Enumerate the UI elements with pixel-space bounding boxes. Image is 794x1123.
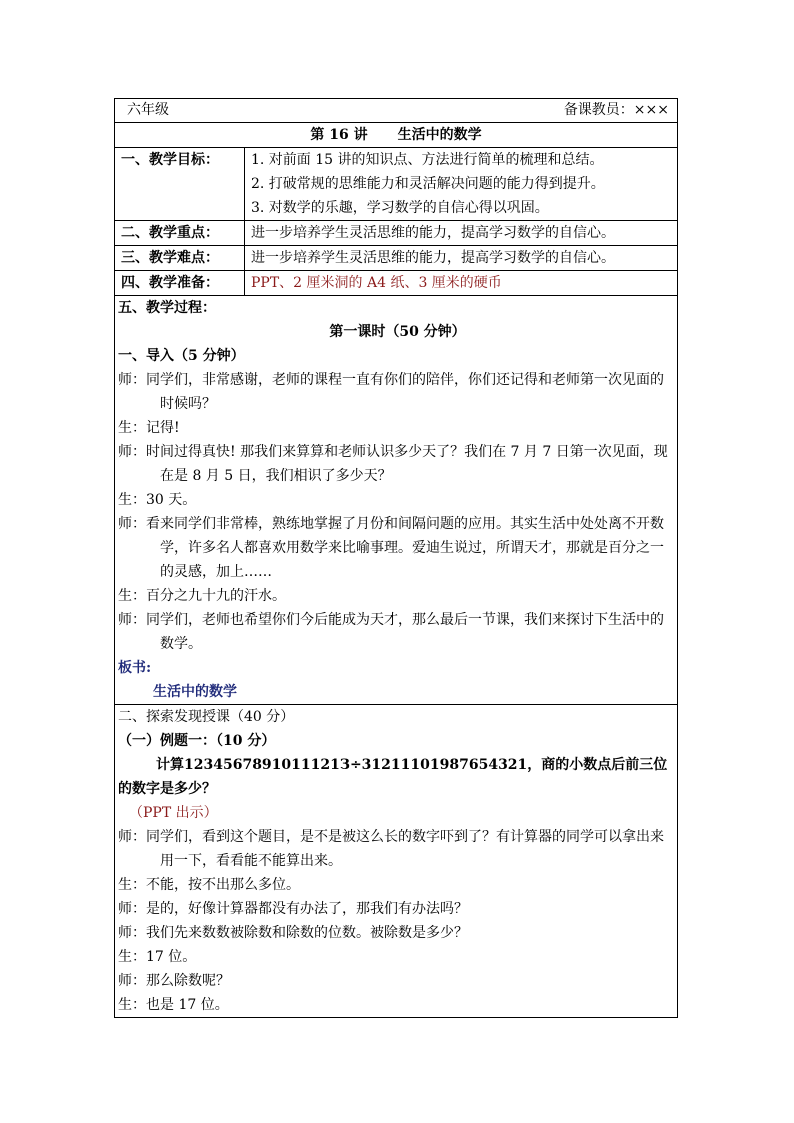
board-text: 生活中的数学 [153, 684, 237, 700]
key-points-row [115, 221, 678, 246]
dialogue-line: 生：记得! [118, 420, 180, 436]
problem-statement: 计算1234567891011121З÷31211101987654321，商的小数点后前三位的数字是多少？ [118, 757, 668, 797]
key-points-label: 二、教学重点： [121, 225, 219, 241]
dialogue-line: 师：我们先来数数被除数和除数的位数。被除数是多少？ [118, 925, 468, 941]
preparation-label: 四、教学准备： [121, 275, 219, 291]
board-label: 板书: [118, 660, 152, 676]
ppt-note: （PPT 出示） [129, 805, 218, 821]
difficulties-text: 进一步培养学生灵活思维的能力，提高学习数学的自信心。 [251, 250, 615, 266]
explore-heading: 二、探索发现授课（40 分） [118, 709, 295, 725]
explore-row [115, 705, 678, 1018]
dialogue-line: 师：看来同学们非常棒，熟练地掌握了月份和间隔问题的应用。其实生活中处处离不开数学，许多名人都喜欢用数学来比喻事理。爱迪生说过，所谓天才，那就是百分之一的灵感，加上…… [118, 516, 664, 580]
dialogue-line: 生：百分之九十九的汗水。 [118, 588, 286, 604]
dialogue-line: 生：不能，按不出那么多位。 [118, 877, 300, 893]
dialogue-line: 师：同学们，老师也希望你们今后能成为天才，那么最后一节课，我们来探讨下生活中的数学。 [118, 612, 664, 652]
dialogue-line: 师：时间过得真快! 那我们来算算和老师认识多少天了？我们在 7 月 7 日第一次见面，现在是 8 月 5 日，我们相识了多少天？ [118, 444, 668, 484]
process-label: 五、教学过程： [118, 300, 216, 316]
lecture-topic: 生活中的数学 [397, 127, 482, 143]
preparation-row [115, 271, 678, 296]
lesson-plan-table [114, 98, 678, 1018]
objectives-label: 一、教学目标： [121, 152, 219, 168]
intro-heading: 一、导入（5 分钟） [118, 348, 245, 364]
objective-item: 1. 对前面 15 讲的知识点、方法进行简单的梳理和总结。 [251, 152, 604, 168]
teacher-label: 备课教员：××× [563, 102, 670, 118]
dialogue-line: 生：也是 17 位。 [118, 997, 229, 1013]
example1-heading: （一）例题一：（10 分） [118, 733, 276, 749]
lesson-title: 第一课时（50 分钟） [329, 324, 466, 340]
lecture-number: 第 16 讲 [310, 127, 368, 143]
preparation-text: PPT、2 厘米洞的 A4 纸、3 厘米的硬币 [251, 275, 502, 291]
dialogue-block [115, 368, 677, 656]
process-row [115, 296, 678, 705]
dialogue-line: 师：是的，好像计算器都没有办法了，那我们有办法吗？ [118, 901, 468, 917]
objective-item: 3. 对数学的乐趣，学习数学的自信心得以巩固。 [251, 200, 549, 216]
grade-label: 六年级 [127, 102, 169, 118]
dialogue-line: 师：同学们，非常感谢，老师的课程一直有你们的陪伴，你们还记得和老师第一次见面的时候吗？ [118, 372, 664, 412]
difficulties-row [115, 246, 678, 271]
objective-item: 2. 打破常规的思维能力和灵活解决问题的能力得到提升。 [251, 176, 605, 192]
dialogue-line: 生：17 位。 [118, 949, 197, 965]
dialogue-line: 师：同学们，看到这个题目，是不是被这么长的数字吓到了？有计算器的同学可以拿出来用一下，看看能不能算出来。 [118, 829, 664, 869]
title-row [115, 123, 678, 148]
difficulties-label: 三、教学难点： [121, 250, 219, 266]
key-points-text: 进一步培养学生灵活思维的能力，提高学习数学的自信心。 [251, 225, 615, 241]
dialogue-line: 生：30 天。 [118, 492, 197, 508]
lesson-plan-page [114, 98, 677, 1018]
header-row [115, 99, 678, 123]
dialogue-block [115, 825, 677, 1017]
objectives-row [115, 148, 678, 221]
dialogue-line: 师：那么除数呢？ [118, 973, 230, 989]
